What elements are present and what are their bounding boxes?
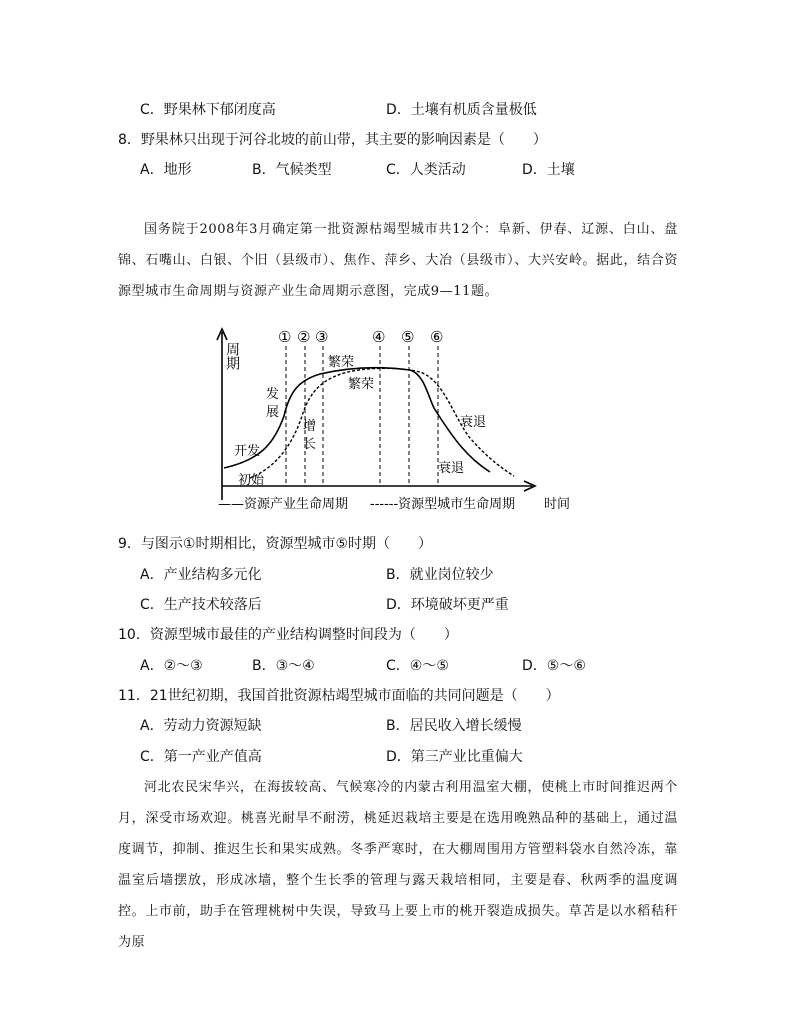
passage-peach-greenhouse	[118, 772, 678, 958]
label-develop-1: 发	[266, 387, 280, 402]
q11-option-c: C．第一产业产值高	[140, 749, 262, 765]
legend-solid: ——资源产业生命周期	[218, 497, 349, 512]
q8-option-b: B．气候类型	[252, 162, 332, 178]
marker-6: ⑥	[430, 328, 444, 346]
q11-option-a: A．劳动力资源短缺	[140, 718, 262, 734]
label-prosper-city: 繁荣	[348, 377, 375, 392]
q10-option-c: C．④～⑤	[386, 658, 449, 674]
q10-option-d: D．⑤～⑥	[522, 658, 586, 674]
label-develop-2: 展	[266, 405, 280, 420]
q7-option-d: D．土壤有机质含量极低	[386, 102, 537, 118]
label-decline-industry: 衰退	[438, 461, 465, 476]
q8-option-c: C．人类活动	[386, 162, 466, 178]
passage-resource-cities-text: 国务院于2008年3月确定第一批资源枯竭型城市共12个：阜新、伊春、辽源、白山、盘锦、石嘴山、白银、个旧（县级市）、焦作、萍乡、大冶（县级市）、大兴安岭。据此，结合资源型城市生命周期与资源产业生命周期示意图，完成9—11题。	[118, 222, 678, 299]
y-axis-label: 周期	[224, 342, 240, 370]
label-prosper-industry: 繁荣	[328, 355, 355, 370]
legend-dashed: ------资源型城市生命周期	[370, 497, 516, 512]
label-growth-2: 长	[303, 437, 317, 452]
passage-resource-cities	[118, 214, 678, 307]
q7-option-c: C．野果林下郁闭度高	[140, 102, 276, 118]
q8-stem: 8．野果林只出现于河谷北坡的前山带，其主要的影响因素是（ ）	[118, 132, 547, 148]
q9-option-d: D．环境破坏更严重	[386, 597, 509, 613]
marker-3: ③	[315, 328, 329, 346]
label-develop-industry: 开发	[234, 444, 261, 459]
q9-option-a: A．产业结构多元化	[140, 567, 262, 583]
q10-option-b: B．③～④	[252, 658, 315, 674]
marker-2: ②	[297, 328, 311, 346]
label-decline-city: 衰退	[460, 415, 487, 430]
passage-peach-greenhouse-text: 河北农民宋华兴，在海拔较高、气候寒冷的内蒙古利用温室大棚，使桃上市时间推迟两个月，深受市场欢迎。桃喜光耐旱不耐涝，桃延迟栽培主要是在选用晚熟品种的基础上，通过温度调节，抑制、推迟生长和果实成熟。冬季严寒时，在大棚周围用方管塑料袋水自然冷冻，靠温室后墙摆放，形成冰墙，整个生长季的管理与露天栽培相同，主要是春、秋两季的温度调控。上市前，助手在管理桃树中失误，导致马上要上市的桃开裂造成损失。草苫是以水稻秸秆为原	[118, 780, 678, 950]
q11-stem: 11．21世纪初期，我国首批资源枯竭型城市面临的共同问题是（ ）	[118, 688, 560, 704]
q11-option-b: B．居民收入增长缓慢	[386, 718, 522, 734]
q9-stem: 9．与图示①时期相比，资源型城市⑤时期（ ）	[118, 536, 433, 552]
q10-option-a: A．②～③	[140, 658, 203, 674]
q10-stem: 10．资源型城市最佳的产业结构调整时间段为（ ）	[118, 627, 458, 643]
q11-option-d: D．第三产业比重偏大	[386, 749, 523, 765]
marker-4: ④	[372, 328, 386, 346]
marker-1: ①	[278, 328, 292, 346]
q9-option-c: C．生产技术较落后	[140, 597, 262, 613]
axes	[217, 329, 535, 500]
marker-5: ⑤	[401, 328, 415, 346]
lifecycle-diagram	[210, 320, 580, 520]
label-growth-1: 增	[303, 419, 317, 434]
x-axis-label: 时间	[544, 497, 571, 512]
q9-option-b: B．就业岗位较少	[386, 567, 494, 583]
q8-option-a: A．地形	[140, 162, 192, 178]
label-start: 初始	[238, 473, 265, 488]
q8-option-d: D．土壤	[522, 162, 575, 178]
